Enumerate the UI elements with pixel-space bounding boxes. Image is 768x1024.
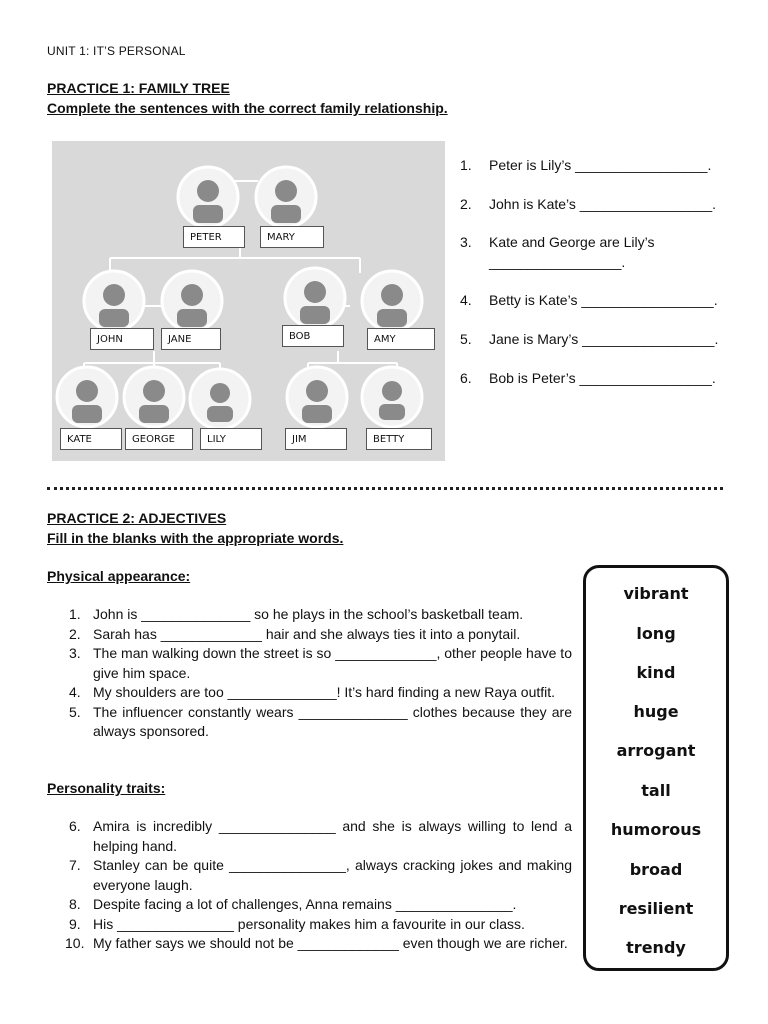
- item-text: Sarah has _____________ hair and she always ties it into a ponytail.: [93, 625, 521, 642]
- item-number: 1.: [69, 606, 81, 622]
- item-text: His _______________ personality makes him a favourite in our class.: [93, 915, 525, 932]
- practice1-instruction: Complete the sentences with the correct family relationship.: [47, 100, 448, 116]
- list-item: [47, 817, 572, 856]
- word-bank-item: arrogant: [616, 741, 696, 760]
- item-text: The influencer constantly wears ______________ clothes because they are always sponsored.: [93, 703, 572, 739]
- item-text: My father says we should not be _____________ even though we are richer.: [93, 935, 568, 951]
- list-item: [47, 625, 572, 645]
- list-item: [47, 934, 572, 954]
- item-number: 2.: [69, 625, 81, 642]
- question-number: 2.: [460, 196, 472, 212]
- list-item: [47, 856, 572, 895]
- question-text: Betty is Kate’s _________________.: [489, 292, 718, 308]
- word-bank-item: broad: [629, 860, 683, 879]
- practice1-title: PRACTICE 1: FAMILY TREE: [47, 80, 230, 96]
- question-number: 1.: [460, 157, 472, 173]
- tree-label-betty: BETTY: [366, 428, 432, 450]
- item-number: 6.: [69, 818, 81, 834]
- personality-traits-list: [47, 817, 572, 954]
- section-divider: [47, 487, 723, 490]
- item-text: John is ______________ so he plays in the school’s basketball team.: [93, 606, 524, 622]
- item-number: 3.: [69, 645, 81, 661]
- unit-title: UNIT 1: IT’S PERSONAL: [47, 44, 186, 58]
- word-bank-item: trendy: [626, 938, 686, 957]
- word-bank-item: long: [636, 624, 676, 643]
- family-tree-drawing: [52, 141, 445, 461]
- word-bank: [583, 565, 729, 971]
- physical-appearance-list: [47, 605, 572, 742]
- question-text-continued: _________________.: [489, 254, 626, 270]
- item-text: Amira is incredibly _______________ and she is always willing to lend a helping hand.: [93, 818, 572, 854]
- word-bank-item: huge: [633, 702, 679, 721]
- tree-label-jane: JANE: [161, 328, 221, 350]
- word-bank-item: kind: [636, 663, 676, 682]
- question-text: John is Kate’s _________________.: [489, 196, 717, 212]
- item-number: 4.: [69, 684, 81, 700]
- item-number: 7.: [69, 857, 81, 873]
- question-number: 6.: [460, 370, 472, 386]
- item-text: Despite facing a lot of challenges, Anna remains _______________.: [93, 896, 517, 912]
- item-number: 10.: [65, 935, 85, 951]
- tree-label-mary: MARY: [260, 226, 324, 248]
- list-item: [47, 644, 572, 683]
- tree-label-lily: LILY: [200, 428, 262, 450]
- question-text: Peter is Lily’s _________________.: [489, 157, 712, 173]
- question-number: 5.: [460, 331, 472, 347]
- question-text: Jane is Mary’s _________________.: [489, 331, 719, 347]
- practice2-title: PRACTICE 2: ADJECTIVES: [47, 510, 227, 526]
- list-item: [47, 895, 572, 915]
- personality-traits-heading: Personality traits:: [47, 780, 166, 796]
- list-item: [47, 915, 572, 935]
- item-text: My shoulders are too ______________! It’s hard finding a new Raya outfit.: [93, 684, 556, 700]
- word-bank-item: vibrant: [623, 584, 689, 603]
- list-item: [47, 703, 572, 742]
- question-text: Kate and George are Lily’s: [489, 234, 655, 250]
- list-item: [47, 605, 572, 625]
- practice2-instruction: Fill in the blanks with the appropriate words.: [47, 530, 344, 546]
- list-item: [47, 683, 572, 703]
- item-text: The man walking down the street is so _____________, other people have to give him space.: [93, 645, 572, 681]
- item-text: Stanley can be quite _______________, always cracking jokes and making everyone laugh.: [93, 857, 572, 893]
- word-bank-item: tall: [641, 781, 671, 800]
- item-number: 8.: [69, 896, 81, 912]
- physical-appearance-heading: Physical appearance:: [47, 568, 191, 584]
- item-number: 9.: [69, 915, 81, 932]
- tree-label-bob: BOB: [282, 325, 344, 347]
- tree-label-amy: AMY: [367, 328, 435, 350]
- question-number: 3.: [460, 234, 472, 250]
- tree-label-jim: JIM: [285, 428, 347, 450]
- word-bank-item: resilient: [618, 899, 694, 918]
- tree-label-peter: PETER: [183, 226, 245, 248]
- family-tree-image: [52, 141, 445, 461]
- question-text: Bob is Peter’s _________________.: [489, 370, 716, 386]
- tree-label-kate: KATE: [60, 428, 122, 450]
- tree-label-george: GEORGE: [125, 428, 193, 450]
- item-number: 5.: [69, 703, 81, 720]
- word-bank-item: humorous: [610, 820, 702, 839]
- tree-label-john: JOHN: [90, 328, 154, 350]
- question-number: 4.: [460, 292, 472, 308]
